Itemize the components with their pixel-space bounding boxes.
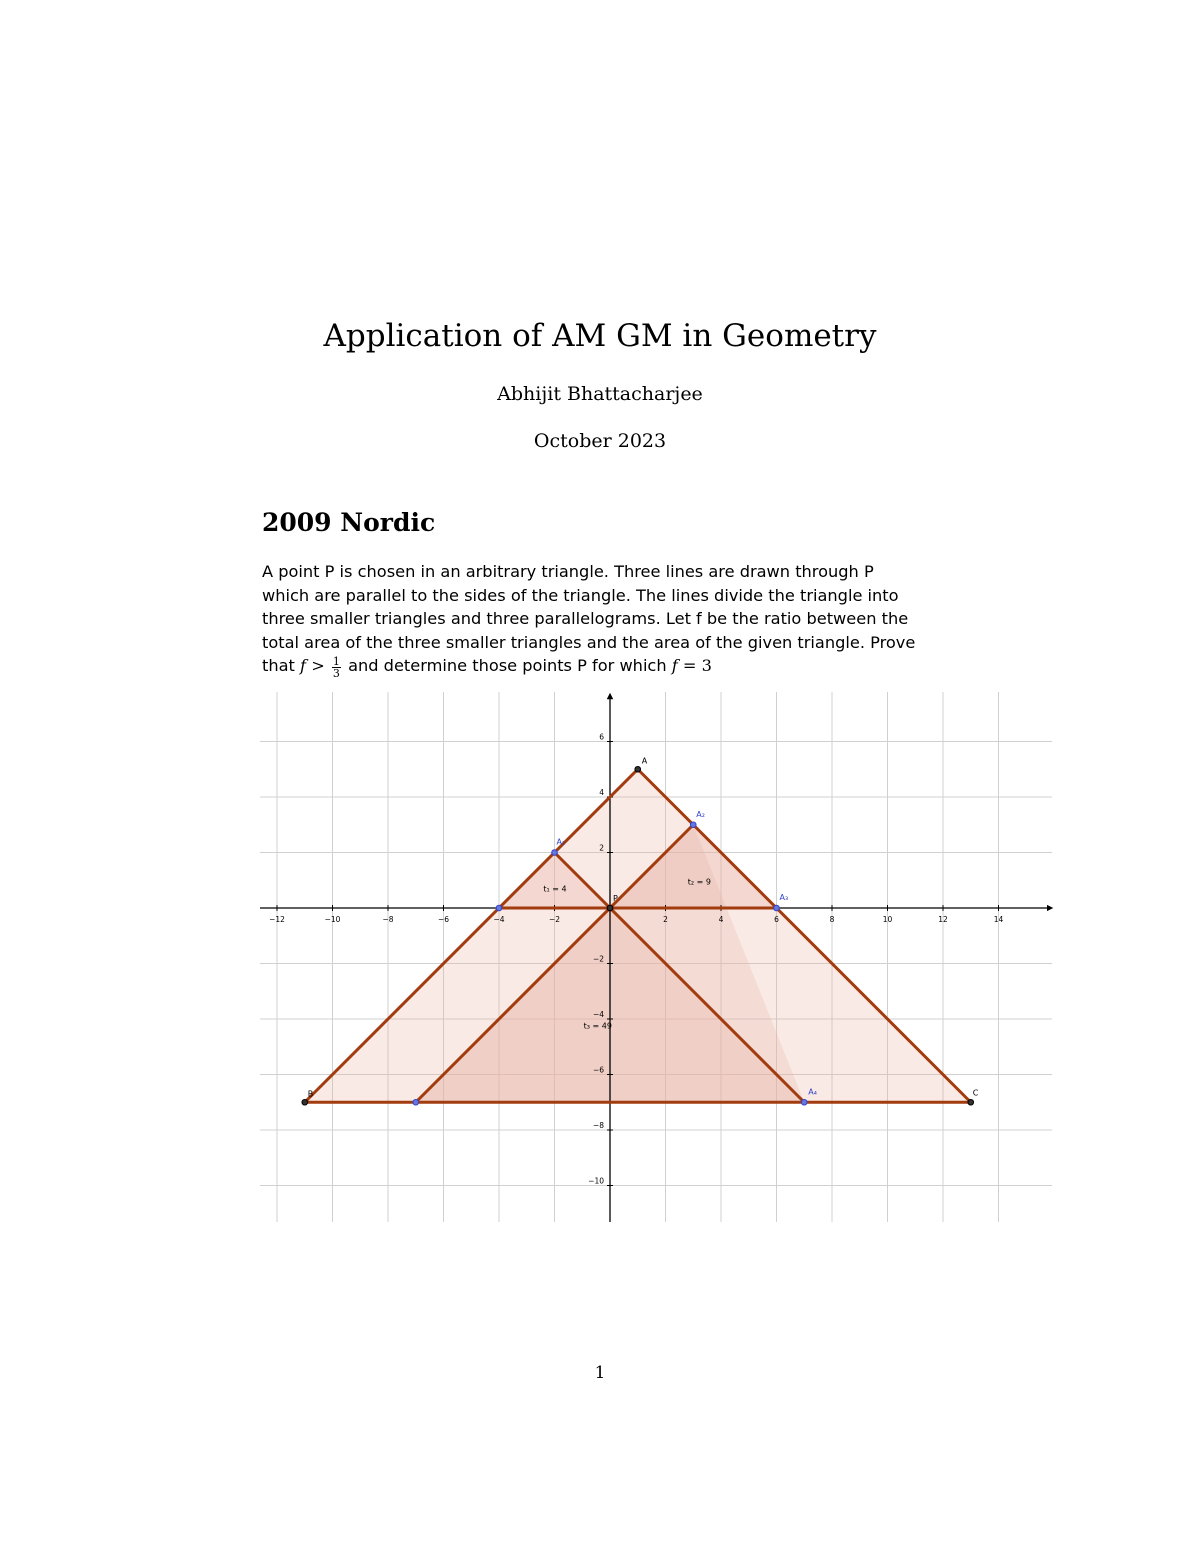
y-tick-label: −4 [592,1010,604,1019]
area-label-t1: t₁ = 4 [543,884,567,894]
paragraph-line: total area of the three smaller triangles and the area of the given triangle. Prove [262,632,916,652]
x-tick-label: 12 [938,915,948,924]
point-a2 [690,822,696,828]
paragraph-line: A point P is chosen in an arbitrary triangle. Three lines are drawn through P [262,562,874,581]
fraction-one-third [332,656,341,679]
x-tick-label: −12 [269,915,285,924]
text-that: that [262,656,295,675]
author: Abhijit Bhattacharjee [497,383,703,405]
paragraph-line: which are parallel to the sides of the triangle. The lines divide the triangle into [262,585,899,605]
geometry-figure [255,692,1055,1227]
area-label-t2: t₂ = 9 [687,877,711,887]
fraction-numerator: 1 [332,655,340,668]
x-tick-label: 2 [663,915,668,924]
x-tick-label: 6 [774,915,779,924]
paragraph-last-line [262,654,942,679]
x-tick-label: −6 [437,915,450,924]
paragraph-line: three smaller triangles and three parallelograms. Let f be the ratio between the [262,609,909,628]
math-f-2: f [671,656,678,675]
point-base-left [413,1099,419,1105]
x-tick-label: 4 [718,915,724,924]
math-equals: = [682,656,697,675]
problem-statement [262,560,942,679]
fraction-denominator: 3 [332,667,340,680]
point-b [302,1099,308,1105]
label-a3: A₃ [779,893,789,902]
x-tick-label: −8 [382,915,394,924]
area-label-t3: t₃ = 49 [583,1021,612,1031]
point-a3 [774,905,780,911]
x-tick-label: −10 [324,915,341,924]
label-b: B [307,1089,314,1099]
label-a4: A₄ [808,1087,817,1097]
point-p [607,905,613,911]
x-tick-label: 8 [829,915,835,924]
point-a1 [552,850,558,856]
page-number: 1 [594,1363,606,1383]
point-a4 [801,1099,807,1105]
label-a2: A₂ [696,809,705,819]
math-f: f [300,656,307,675]
date: October 2023 [533,430,667,452]
y-tick-label: −2 [592,954,604,964]
label-c: C [972,1088,979,1098]
point-c [968,1099,974,1105]
label-a1: A₁ [556,837,566,847]
x-tick-label: 10 [882,915,893,924]
y-tick-label: 4 [599,788,604,797]
label-p: P [613,894,618,903]
y-tick-label: −8 [592,1121,604,1130]
x-tick-label: −4 [493,915,505,924]
point-left-axis [496,905,502,911]
y-tick-label: −10 [588,1176,604,1186]
math-greater: > [311,656,325,675]
y-tick-label: 2 [599,843,604,853]
y-tick-label: −6 [592,1065,604,1075]
y-tick-label: 6 [599,732,604,742]
text-middle: and determine those points P for which [348,656,667,675]
label-a: A [641,756,648,766]
x-tick-label: −2 [548,915,561,924]
x-tick-label: 14 [993,915,1004,924]
point-a [635,766,641,772]
math-value: 3 [701,656,712,675]
paper-title: Application of AM GM in Geometry [323,318,877,354]
section-heading: 2009 Nordic [262,508,436,537]
